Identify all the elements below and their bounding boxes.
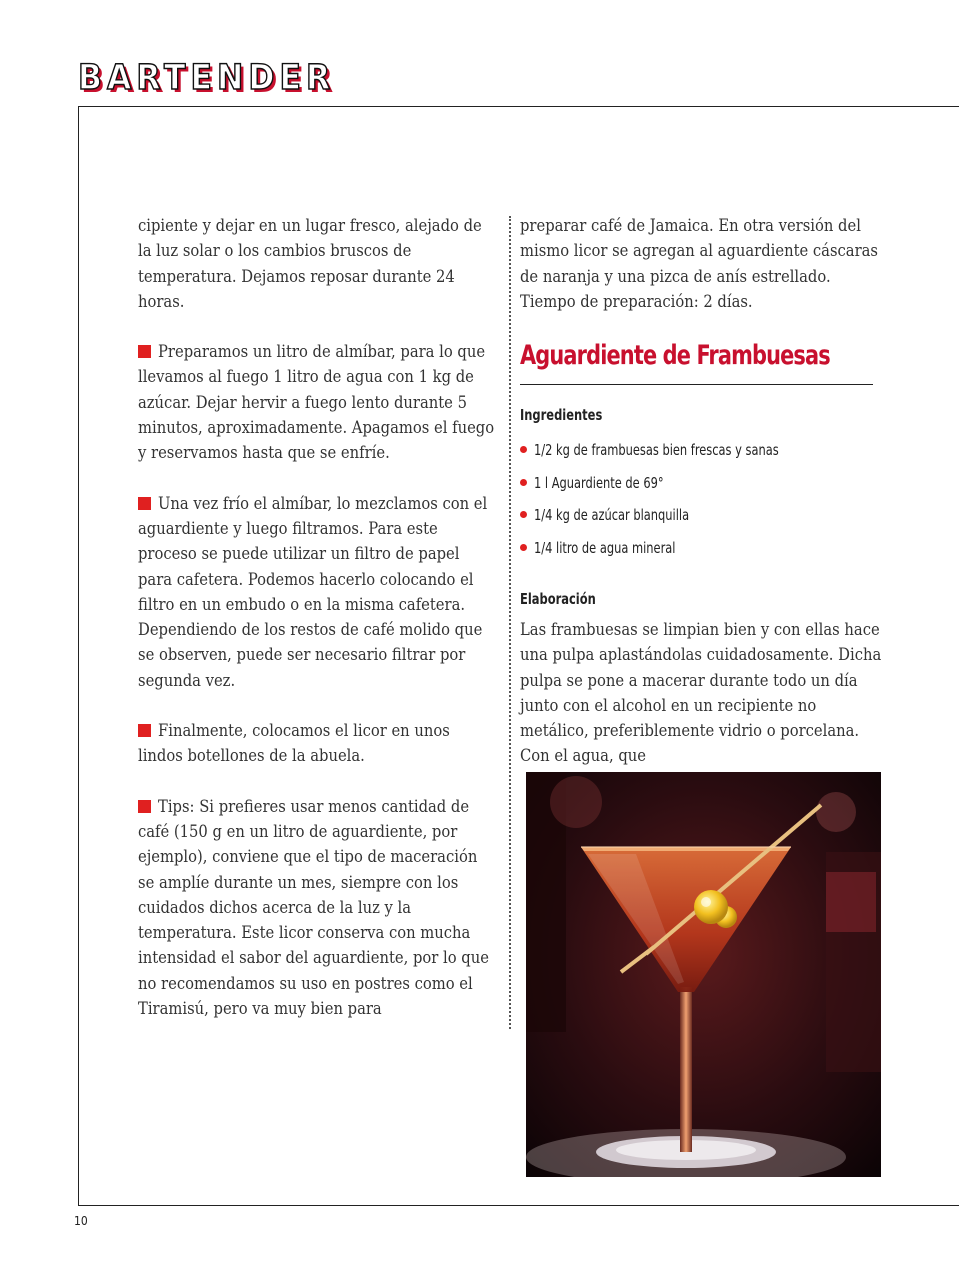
list-item (520, 500, 880, 533)
right-text-column (520, 213, 880, 314)
left-text-column (138, 213, 498, 1046)
paragraph-text: Tips: Si prefieres usar menos cantidad de café (150 g en un litro de aguardiente, por ejemplo), conviene que el tipo de maceración se amplíe durante un mes, siempre con los cuidados dichos acerca de la luz y la temperatura. Este licor conserva con mucha intensidad el sabor del aguardiente, por lo que no recomendamos su uso en postres como el Tiramisú, pero va muy bien para (138, 796, 489, 1019)
paragraph (138, 794, 498, 1022)
red-dot-bullet-icon (520, 544, 527, 551)
paragraph-text: Una vez frío el almíbar, lo mezclamos con el aguardiente y luego filtramos. Para este proceso se puede utilizar un filtro de papel para cafetera. Podemos hacerlo colocando el filtro en un embudo o en la misma cafetera. Dependiendo de los restos de café molido que se observen, puede ser necesario filtrar por segunda vez. (138, 493, 488, 690)
cocktail-photo (526, 772, 881, 1177)
intro-paragraph: preparar café de Jamaica. En otra versión del mismo licor se agregan al aguardiente cáscaras de naranja y una pizca de anís estrellado. Tiempo de preparación: 2 días. (520, 216, 878, 311)
ingredient-text: 1 l Aguardiente de 69° (534, 473, 664, 492)
column-divider (509, 216, 511, 1029)
list-item (520, 468, 880, 501)
paragraph-text: Preparamos un litro de almíbar, para lo que llevamos al fuego 1 litro de agua con 1 kg de azúcar. Dejar hervir a fuego lento durante 5 minutos, aproximadamente. Apagamos el fuego y reservamos hasta que se enfríe. (138, 342, 495, 463)
magazine-header-title: BARTENDER (78, 58, 336, 98)
ingredients-heading: Ingredientes (520, 406, 603, 424)
recipe-title: Aguardiente de Frambuesas (520, 340, 830, 371)
red-dot-bullet-icon (520, 446, 527, 453)
paragraph (138, 718, 498, 769)
paragraph (138, 491, 498, 693)
ingredient-text: 1/4 litro de agua mineral (534, 538, 676, 557)
elaboration-paragraph: Las frambuesas se limpian bien y con ellas hace una pulpa aplastándolas cuidadosamente. Dicha pulpa se pone a macerar durante todo un día junto con el alcohol en un recipiente no metálico, preferiblemente vidrio o porcelana. Con el agua, que (520, 620, 882, 766)
list-item (520, 435, 880, 468)
ingredient-text: 1/4 kg de azúcar blanquilla (534, 506, 690, 524)
list-item (520, 533, 880, 566)
title-underline (520, 384, 873, 385)
red-square-bullet-icon (138, 497, 151, 510)
paragraph (138, 339, 498, 465)
page-number: 10 (74, 1214, 88, 1228)
ingredient-text: 1/2 kg de frambuesas bien frescas y sanas (534, 441, 779, 459)
paragraph-text: Finalmente, colocamos el licor en unos lindos botellones de la abuela. (138, 721, 450, 766)
paragraph (138, 213, 498, 314)
red-dot-bullet-icon (520, 479, 527, 486)
red-square-bullet-icon (138, 345, 151, 358)
paragraph-text: cipiente y dejar en un lugar fresco, alejado de la luz solar o los cambios bruscos de temperatura. Dejamos reposar durante 24 horas. (138, 216, 482, 311)
red-dot-bullet-icon (520, 511, 527, 518)
ingredients-list (520, 435, 880, 565)
red-square-bullet-icon (138, 724, 151, 737)
red-square-bullet-icon (138, 800, 151, 813)
elaboration-heading: Elaboración (520, 590, 596, 608)
